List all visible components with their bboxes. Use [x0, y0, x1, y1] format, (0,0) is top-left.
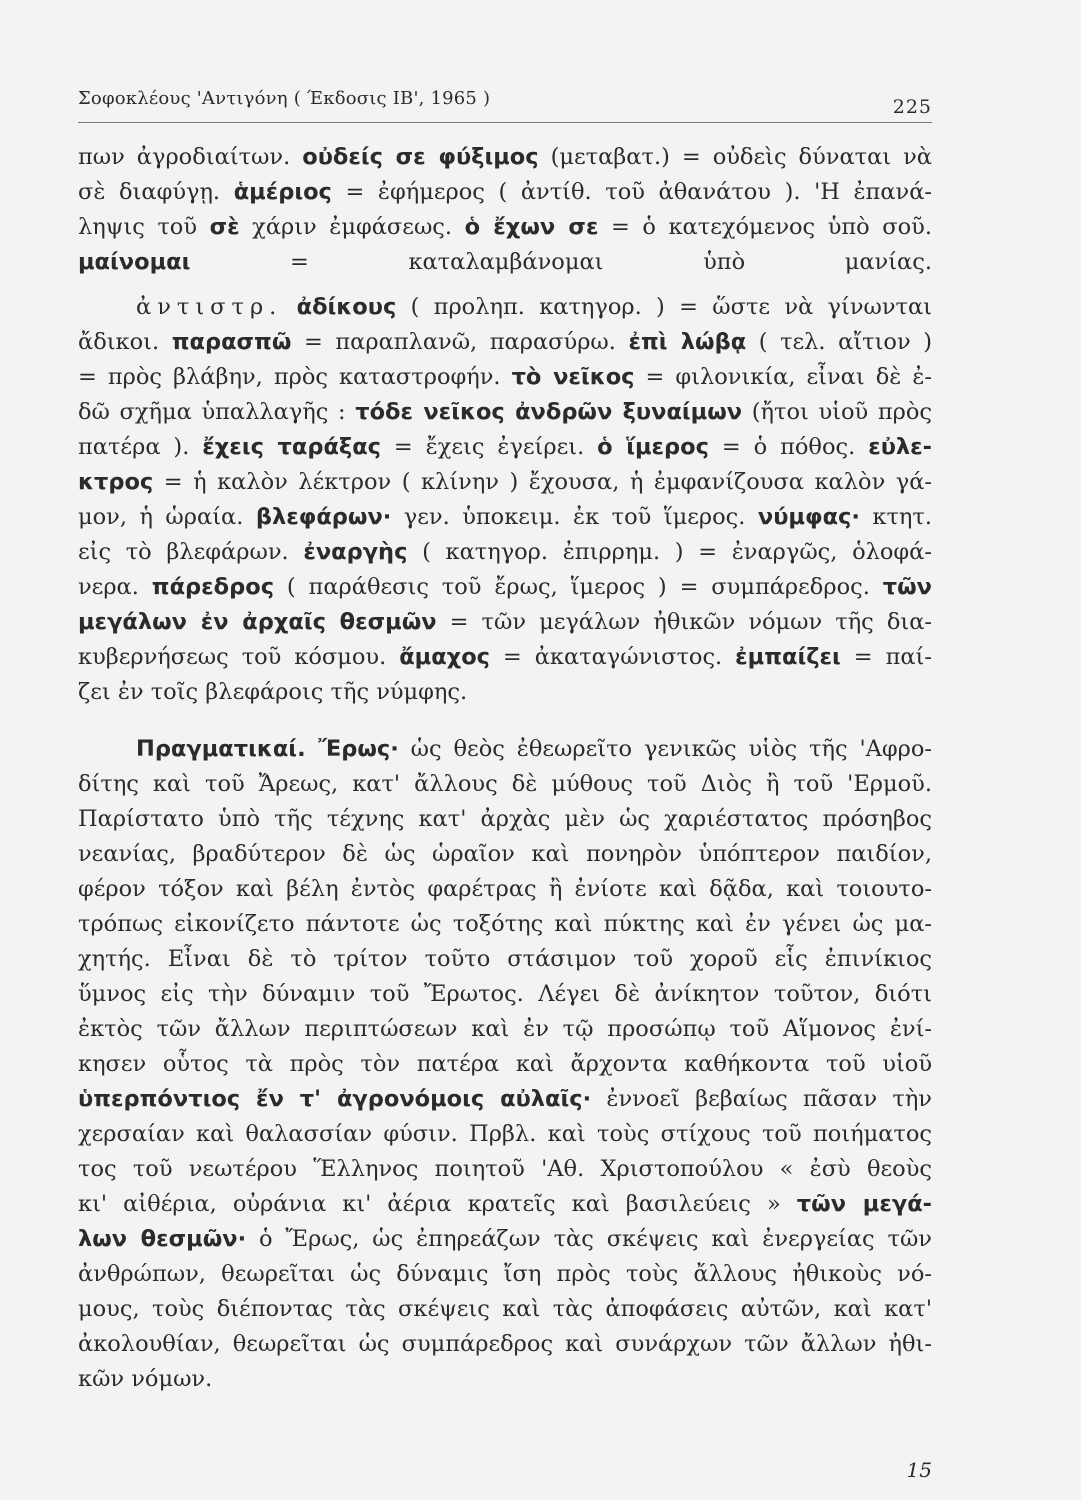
lemma: παρασπῶ	[171, 329, 292, 355]
signature-mark: 15	[906, 1458, 932, 1482]
running-title: Σοφοκλέους 'Αντιγόνη ( Έκδοσις ΙΒ', 1965 )	[78, 88, 491, 109]
text-run: = ἀκαταγώνιστος.	[489, 644, 736, 670]
text-line	[78, 872, 932, 907]
lemma: ἐναργὴς	[303, 539, 408, 565]
text-run: χητής. Εἶναι δὲ τὸ τρίτον τοῦτο στάσιμον τοῦ χοροῦ εἷς ἐπινίκιος	[78, 946, 932, 972]
text-run: κι' αἰθέρια, οὐράνια κι' ἀέρια κρατεῖς καὶ βασιλεύεις »	[78, 1191, 797, 1217]
text-line	[78, 325, 932, 360]
text-run: ὕμνος εἰς τὴν δύναμιν τοῦ Ἔρωτος. Λέγει δὲ ἀνίκητον τοῦτον, διότι	[78, 981, 932, 1007]
text-run: χερσαίαν καὶ θαλασσίαν φύσιν. Πρβλ. καὶ τοὺς στίχους τοῦ ποιήματος	[78, 1121, 932, 1147]
text-run: = ἐφήμερος ( ἀντίθ. τοῦ ἀθανάτου ). 'Η ἐπανά-	[331, 179, 932, 205]
text-run: τος τοῦ νεωτέρου Ἕλληνος ποιητοῦ 'Αθ. Χριστοπούλου « ἐσὺ θεοὺς	[78, 1156, 932, 1182]
lemma: τὸ νεῖκος	[511, 364, 635, 390]
text-line	[78, 290, 932, 325]
lemma: τῶν	[882, 574, 932, 600]
lemma: Πραγματικαί. Ἔρως·	[136, 736, 399, 762]
text-run: ὁ Ἔρως, ὡς ἐπηρεάζων τὰς σκέψεις καὶ ἐνεργείας τῶν	[246, 1226, 932, 1252]
text-line	[78, 140, 932, 175]
commentary-text	[78, 140, 932, 1397]
text-line	[78, 640, 932, 675]
text-run: νεανίας, βραδύτερον δὲ ὡς ὡραῖον καὶ πονηρὸν ὑπόπτερον παιδίον,	[78, 841, 932, 867]
running-header	[78, 82, 932, 123]
strophe-label: ἀντιστρ.	[136, 294, 283, 320]
lemma: ἀδίκους	[296, 294, 397, 320]
text-run: πων ἀγροδιαίτων.	[78, 144, 303, 170]
text-run: ( κατηγορ. ἐπιρρημ. ) = ἐναργῶς, ὁλοφά-	[407, 539, 932, 565]
text-line	[78, 1327, 932, 1362]
lemma: νύμφας·	[757, 504, 860, 530]
text-run: μον, ἡ ὡραία.	[78, 504, 256, 530]
text-run: ἀκολουθίαν, θεωρεῖται ὡς συμπάρεδρος καὶ συνάρχων τῶν ἄλλων ἠθι-	[78, 1331, 932, 1357]
text-run: δῶ σχῆμα ὑπαλλαγῆς :	[78, 399, 356, 425]
text-run: ( τελ. αἴτιον )	[746, 329, 932, 355]
lemma: βλεφάρων·	[255, 504, 392, 530]
text-run: ἄδικοι.	[78, 329, 172, 355]
text-line	[78, 245, 932, 280]
lemma: ὁ ἵμερος	[597, 434, 709, 460]
lemma: τῶν μεγά-	[796, 1191, 932, 1217]
lemma: ἐμπαίζει	[735, 644, 841, 670]
text-line	[78, 1362, 932, 1397]
text-run: = παραπλανῶ, παρασύρω.	[291, 329, 629, 355]
text-line	[78, 1257, 932, 1292]
text-run: χάριν ἐμφάσεως.	[239, 214, 465, 240]
text-run: ὡς θεὸς ἐθεωρεῖτο γενικῶς υἱὸς τῆς 'Αφρο-	[398, 736, 932, 762]
lemma: ἄμαχος	[399, 644, 490, 670]
text-run: γεν. ὑποκειμ. ἐκ τοῦ ἵμερος.	[391, 504, 758, 530]
lemma: σὲ	[209, 214, 240, 240]
text-run: Παρίστατο ὑπὸ τῆς τέχνης κατ' ἀρχὰς μὲν ὡς χαριέστατος πρόσηβος	[78, 806, 932, 832]
lemma: μεγάλων ἐν ἀρχαῖς θεσμῶν	[78, 609, 437, 635]
lemma: κτρος	[78, 469, 154, 495]
page-number: 225	[892, 96, 932, 118]
lemma: ἐπὶ λώβᾳ	[628, 329, 747, 355]
text-run: τρόπως εἰκονίζετο πάντοτε ὡς τοξότης καὶ πύκτης καὶ ἐν γένει ὡς μα-	[78, 911, 932, 937]
text-run: κῶν νόμων.	[78, 1366, 213, 1392]
text-line	[78, 465, 932, 500]
text-run: = φιλονικία, εἶναι δὲ ἐ-	[634, 364, 932, 390]
text-run: ληψις τοῦ	[78, 214, 210, 240]
text-run: = καταλαμβάνομαι ὑπὸ μανίας.	[190, 249, 932, 275]
lemma: οὐδείς σε φύξιμος	[302, 144, 539, 170]
text-run: εἰς τὸ βλεφάρων.	[78, 539, 304, 565]
text-run: σὲ διαφύγῃ.	[78, 179, 234, 205]
text-line	[78, 395, 932, 430]
text-line	[78, 802, 932, 837]
lemma: εὐλε-	[868, 434, 932, 460]
text-run: = παί-	[840, 644, 932, 670]
text-line	[78, 500, 932, 535]
text-line	[78, 1047, 932, 1082]
text-line	[78, 210, 932, 245]
lemma: ἁμέριος	[233, 179, 332, 205]
text-run: ζει ἐν τοῖς βλεφάροις τῆς νύμφης.	[78, 679, 468, 705]
lemma: μαίνομαι	[78, 249, 191, 275]
text-line	[78, 570, 932, 605]
text-line	[78, 175, 932, 210]
text-run: = ὁ πόθος.	[708, 434, 869, 460]
text-run: ( παράθεσις τοῦ ἔρως, ἵμερος ) = συμπάρεδρος.	[274, 574, 883, 600]
text-run: ἐκτὸς τῶν ἄλλων περιπτώσεων καὶ ἐν τῷ προσώπῳ τοῦ Αἵμονος ἐνί-	[78, 1016, 932, 1042]
text-run: μους, τοὺς διέποντας τὰς σκέψεις καὶ τὰς ἀποφάσεις αὐτῶν, καὶ κατ'	[78, 1296, 932, 1322]
text-line	[78, 605, 932, 640]
text-line	[78, 837, 932, 872]
text-run: δίτης καὶ τοῦ Ἄρεως, κατ' ἄλλους δὲ μύθους τοῦ Διὸς ἢ τοῦ 'Ερμοῦ.	[78, 771, 932, 797]
text-run: (μεταβατ.) = οὐδεὶς δύναται νὰ	[538, 144, 932, 170]
text-run: κησεν οὗτος τὰ πρὸς τὸν πατέρα καὶ ἄρχοντα καθήκοντα τοῦ υἱοῦ	[78, 1051, 932, 1077]
lemma: πάρεδρος	[151, 574, 275, 600]
lemma: ἔχεις ταράξας	[202, 434, 381, 460]
text-line	[78, 1152, 932, 1187]
text-run: = ὁ κατεχόμενος ὑπὸ σοῦ.	[598, 214, 932, 240]
text-line	[78, 977, 932, 1012]
lemma: ὁ ἔχων σε	[464, 214, 599, 240]
text-line	[78, 1187, 932, 1222]
text-line	[78, 767, 932, 802]
text-run: (ἤτοι υἱοῦ πρὸς	[742, 399, 932, 425]
text-line	[78, 360, 932, 395]
text-run: = πρὸς βλάβην, πρὸς καταστροφήν.	[78, 364, 512, 390]
text-run: = ἔχεις ἐγείρει.	[381, 434, 598, 460]
text-line	[78, 1117, 932, 1152]
text-run: φέρον τόξον καὶ βέλη ἐντὸς φαρέτρας ἢ ἐνίοτε καὶ δᾷδα, καὶ τοιουτο-	[78, 876, 932, 902]
text-run: κτητ.	[859, 504, 932, 530]
text-run: πατέρα ).	[78, 434, 203, 460]
text-run: = ἡ καλὸν λέκτρον ( κλίνην ) ἔχουσα, ἡ ἐμφανίζουσα καλὸν γά-	[153, 469, 932, 495]
text-run: ἀνθρώπων, θεωρεῖται ὡς δύναμις ἴση πρὸς τοὺς ἄλλους ἠθικοὺς νό-	[78, 1261, 932, 1287]
text-run: = τῶν μεγάλων ἠθικῶν νόμων τῆς δια-	[436, 609, 932, 635]
text-line	[78, 535, 932, 570]
text-run: νερα.	[78, 574, 152, 600]
text-line	[78, 1012, 932, 1047]
text-line	[78, 1292, 932, 1327]
text-line	[78, 430, 932, 465]
text-line	[78, 907, 932, 942]
text-line	[78, 1222, 932, 1257]
text-line	[78, 942, 932, 977]
text-run: κυβερνήσεως τοῦ κόσμου.	[78, 644, 400, 670]
text-run: ἐννοεῖ βεβαίως πᾶσαν τὴν	[591, 1086, 932, 1112]
lemma: λων θεσμῶν·	[78, 1226, 247, 1252]
lemma: ὑπερπόντιος ἔν τ' ἀγρονόμοις αὐλαῖς·	[78, 1086, 592, 1112]
text-line	[78, 1082, 932, 1117]
text-run	[282, 294, 296, 320]
lemma: τόδε νεῖκος ἀνδρῶν ξυναίμων	[355, 399, 743, 425]
text-line	[78, 732, 932, 767]
text-line	[78, 675, 932, 710]
text-run: ( προληπ. κατηγορ. ) = ὥστε νὰ γίνωνται	[396, 294, 932, 320]
